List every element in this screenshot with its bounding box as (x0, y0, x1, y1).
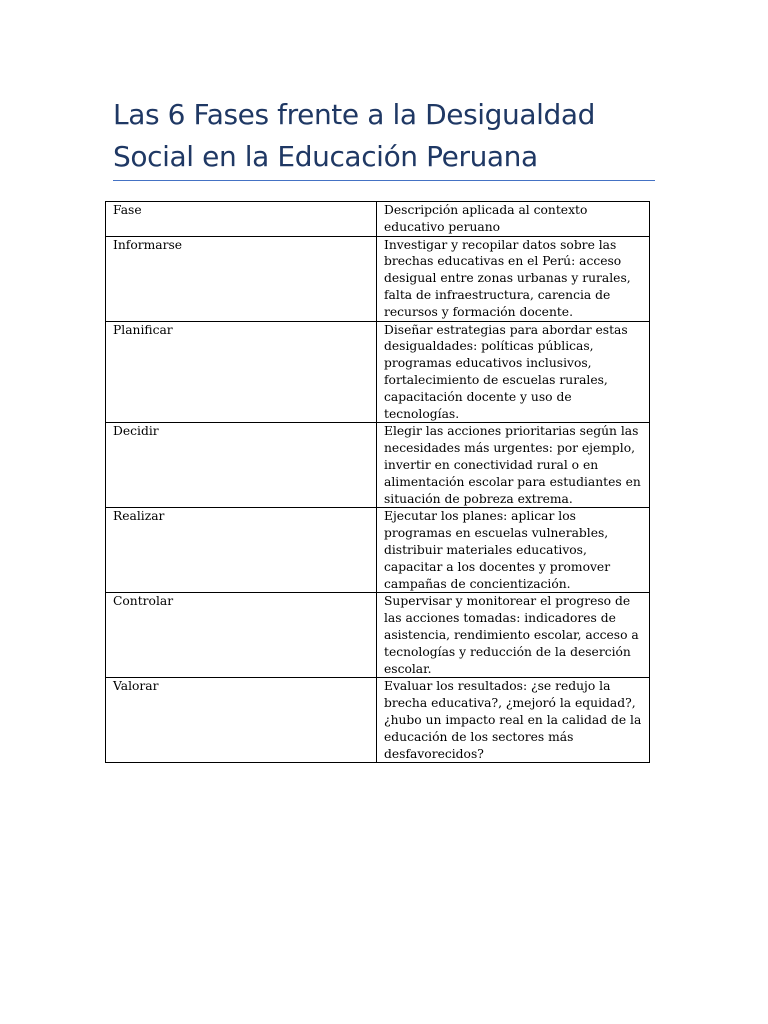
phases-table (105, 201, 650, 763)
description-cell: Elegir las acciones prioritarias según las necesidades más urgentes: por ejemplo, invertir en conectividad rural o en alimentación escolar para estudiantes en situación de pobreza extrema. (377, 423, 650, 508)
phase-cell: Informarse (106, 236, 377, 321)
table-row (106, 508, 650, 593)
phase-cell: Realizar (106, 508, 377, 593)
description-cell: Evaluar los resultados: ¿se redujo la brecha educativa?, ¿mejoró la equidad?, ¿hubo un impacto real en la calidad de la educación de los sectores más desfavorecidos? (377, 678, 650, 763)
table-row (106, 678, 650, 763)
header-cell-description: Descripción aplicada al contexto educativo peruano (377, 202, 650, 237)
description-cell: Supervisar y monitorear el progreso de las acciones tomadas: indicadores de asistencia, rendimiento escolar, acceso a tecnologías y reducción de la deserción escolar. (377, 593, 650, 678)
title-underline (113, 180, 655, 181)
table-row (106, 423, 650, 508)
description-cell: Investigar y recopilar datos sobre las brechas educativas en el Perú: acceso desigual entre zonas urbanas y rurales, falta de infraestructura, carencia de recursos y formación docente. (377, 236, 650, 321)
description-cell: Diseñar estrategias para abordar estas desigualdades: políticas públicas, programas educativos inclusivos, fortalecimiento de escuelas rurales, capacitación docente y uso de tecnologías. (377, 321, 650, 423)
table-row (106, 236, 650, 321)
table-row (106, 593, 650, 678)
table-row (106, 321, 650, 423)
phase-cell: Planificar (106, 321, 377, 423)
description-cell: Ejecutar los planes: aplicar los programas en escuelas vulnerables, distribuir materiales educativos, capacitar a los docentes y promover campañas de concientización. (377, 508, 650, 593)
page-title: Las 6 Fases frente a la Desigualdad Social en la Educación Peruana (113, 98, 596, 173)
phase-cell: Controlar (106, 593, 377, 678)
phase-cell: Valorar (106, 678, 377, 763)
table-header-row (106, 202, 650, 237)
header-cell-phase: Fase (106, 202, 377, 237)
phase-cell: Decidir (106, 423, 377, 508)
